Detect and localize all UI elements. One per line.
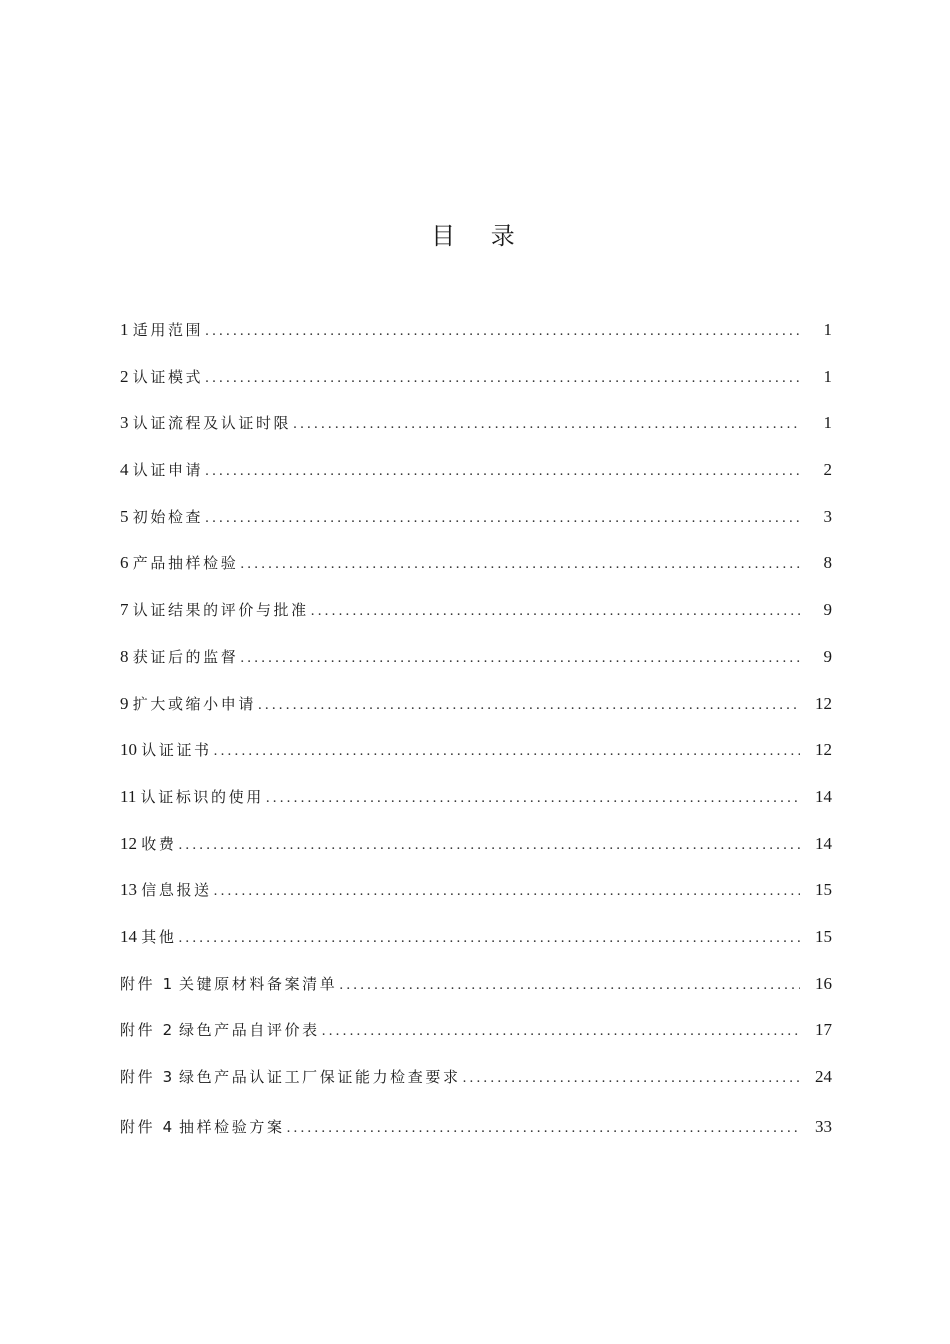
entry-page-number: 3: [823, 506, 832, 526]
entry-label: 绿色产品认证工厂保证能力检查要求: [178, 1068, 461, 1086]
toc-entry[interactable]: [120, 506, 832, 553]
entry-page-number: 1: [823, 413, 832, 433]
toc-entry[interactable]: [120, 833, 832, 880]
entry-page-number: 16: [815, 973, 832, 993]
entry-label: 认证申请: [132, 461, 204, 480]
dot-leader: [205, 323, 800, 340]
toc-entry[interactable]: [120, 1019, 832, 1066]
entry-page-number: 12: [815, 740, 832, 760]
dot-leader: [258, 697, 800, 714]
entry-page-number: 9: [823, 600, 832, 620]
entry-number: 1: [120, 320, 129, 339]
dot-leader: [214, 883, 800, 900]
dot-leader: [178, 837, 800, 854]
entry-number: 13: [120, 880, 137, 900]
toc-entry[interactable]: [120, 599, 832, 646]
entry-label: 收费: [141, 834, 177, 853]
dot-leader: [240, 556, 800, 573]
entry-label: 扩大或缩小申请: [132, 694, 256, 713]
dot-leader: [266, 790, 800, 807]
entry-label: 认证结果的评价与批准: [132, 601, 309, 620]
entry-number: 3: [120, 413, 129, 433]
entry-number: 9: [120, 693, 129, 713]
entry-number: 8: [120, 646, 129, 666]
dot-leader: [240, 650, 800, 667]
dot-leader: [339, 977, 800, 994]
entry-number: 2: [120, 366, 129, 386]
entry-label: 初始检查: [132, 507, 204, 526]
entry-number: 附件 2: [120, 1021, 175, 1040]
entry-page-number: 12: [815, 693, 832, 713]
entry-number: 12: [120, 833, 137, 853]
dot-leader: [322, 1023, 800, 1040]
toc-entry[interactable]: [120, 879, 832, 926]
entry-page-number: 15: [815, 926, 832, 946]
toc-entry[interactable]: [120, 973, 832, 1020]
entry-number: 6: [120, 553, 129, 573]
entry-label: 适用范围: [132, 321, 204, 339]
entry-label: 认证标识的使用: [140, 787, 264, 806]
dot-leader: [205, 510, 800, 527]
dot-leader: [311, 603, 800, 620]
dot-leader: [205, 370, 800, 387]
dot-leader: [293, 416, 800, 433]
entry-page-number: 14: [815, 786, 832, 806]
toc-entry[interactable]: [120, 319, 832, 366]
entry-label: 信息报送: [141, 881, 212, 900]
entry-number: 附件 3: [120, 1068, 175, 1086]
entry-number: 附件 1: [120, 974, 175, 993]
toc-entry[interactable]: [120, 1066, 832, 1113]
entry-number: 4: [120, 460, 129, 480]
dot-leader: [214, 743, 800, 760]
toc-entry[interactable]: [120, 739, 832, 786]
toc-title: 目 录: [431, 222, 529, 250]
toc-entry[interactable]: [120, 786, 832, 833]
entry-page-number: 1: [823, 366, 832, 386]
dot-leader: [463, 1070, 800, 1087]
entry-label: 抽样检验方案: [178, 1117, 285, 1136]
entry-label: 认证模式: [132, 367, 204, 386]
entry-page-number: 24: [815, 1067, 832, 1086]
toc-entry[interactable]: [120, 1116, 832, 1163]
entry-page-number: 9: [823, 646, 832, 666]
entry-label: 关键原材料备案清单: [178, 974, 338, 993]
toc-entry[interactable]: [120, 366, 832, 413]
dot-leader: [178, 930, 800, 947]
toc-entry[interactable]: [120, 552, 832, 599]
entry-number: 11: [120, 786, 137, 806]
toc-entry[interactable]: [120, 693, 832, 740]
entry-label: 其他: [141, 927, 177, 946]
entry-label: 认证证书: [141, 741, 212, 760]
entry-label: 绿色产品自评价表: [178, 1021, 320, 1040]
entry-number: 5: [120, 506, 129, 526]
entry-label: 认证流程及认证时限: [132, 414, 292, 433]
toc-entry[interactable]: [120, 646, 832, 693]
dot-leader: [205, 463, 800, 480]
entry-label: 产品抽样检验: [132, 554, 239, 573]
toc-entry[interactable]: [120, 926, 832, 973]
entry-label: 获证后的监督: [132, 647, 239, 666]
dot-leader: [287, 1120, 800, 1137]
toc-list: [120, 319, 832, 1162]
entry-page-number: 8: [823, 553, 832, 573]
entry-number: 14: [120, 926, 137, 946]
entry-page-number: 2: [823, 460, 832, 480]
toc-entry[interactable]: [120, 412, 832, 459]
entry-number: 附件 4: [120, 1117, 175, 1136]
entry-page-number: 33: [815, 1116, 832, 1136]
entry-number: 7: [120, 600, 129, 620]
entry-page-number: 17: [815, 1020, 832, 1040]
entry-page-number: 14: [815, 833, 832, 853]
entry-page-number: 15: [815, 880, 832, 900]
entry-page-number: 1: [823, 320, 832, 339]
entry-number: 10: [120, 740, 137, 760]
toc-entry[interactable]: [120, 459, 832, 506]
